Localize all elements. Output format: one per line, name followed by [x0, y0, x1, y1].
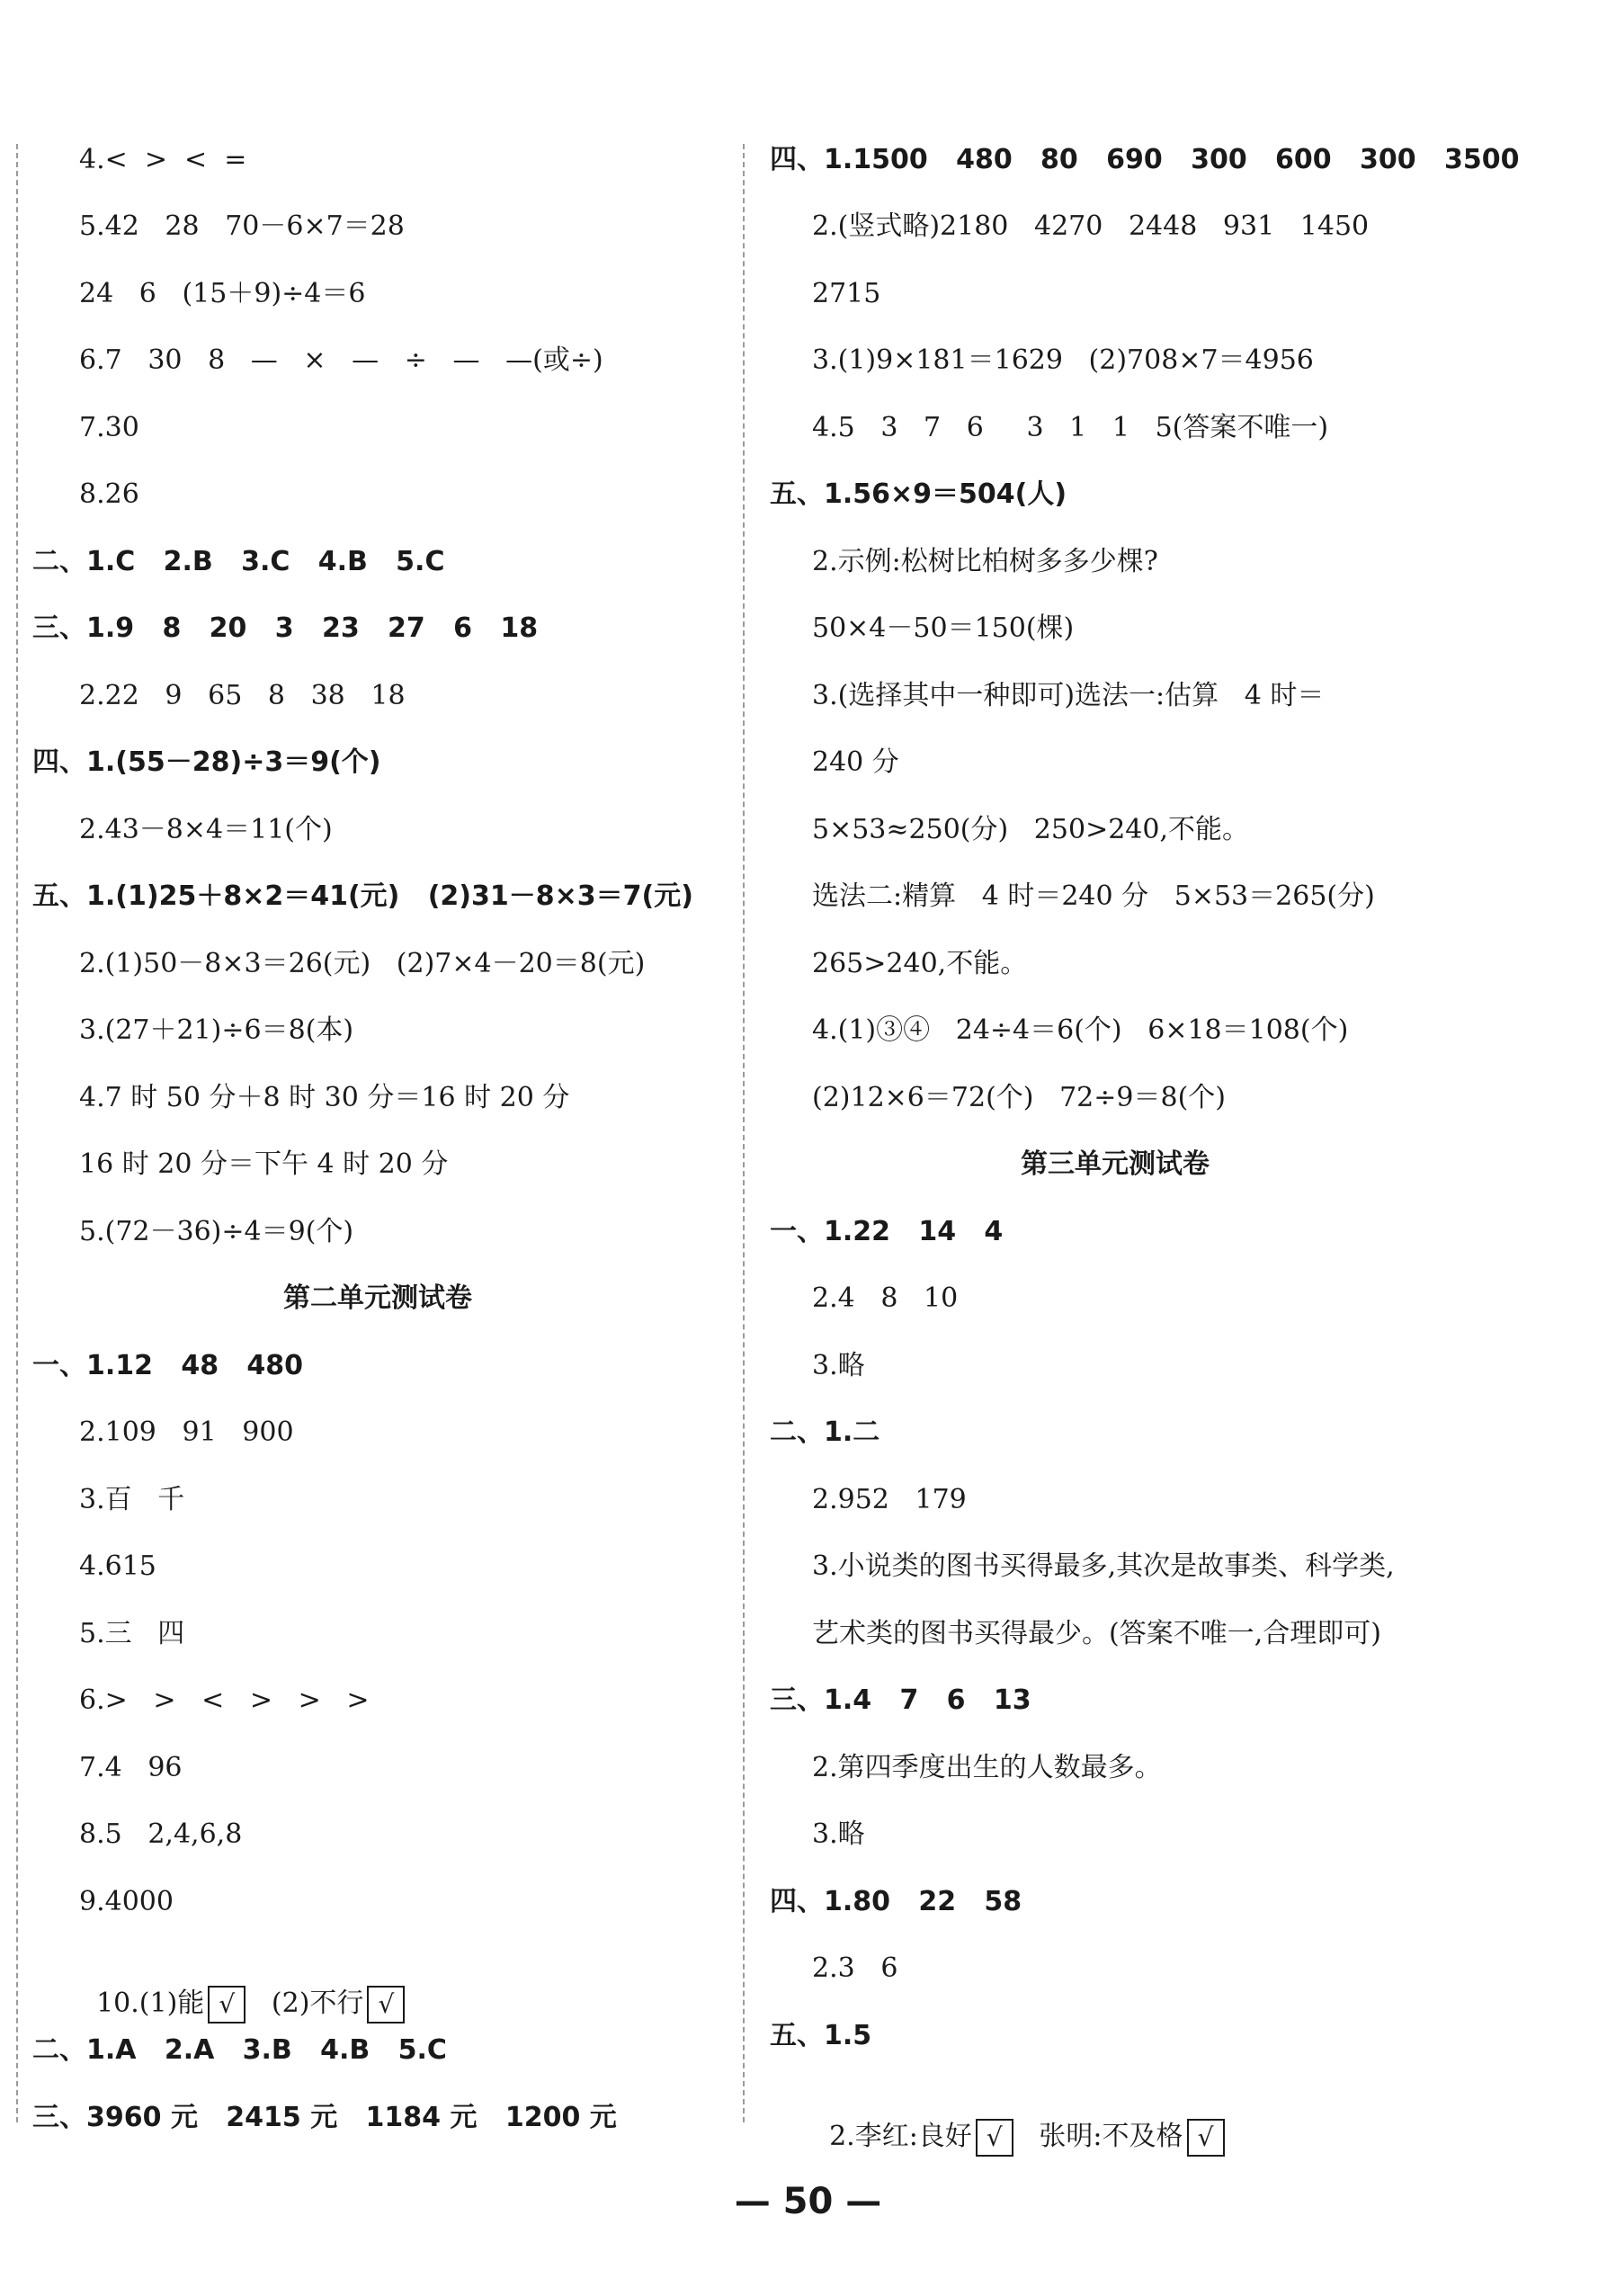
- answer-line: 7.30: [79, 412, 139, 443]
- answer-line: 选法二:精算 4 时＝240 分 5×53＝265(分): [812, 880, 1375, 912]
- answer-line: 3.(27＋21)÷6＝8(本): [79, 1014, 354, 1046]
- answer-line: 3.(选择其中一种即可)选法一:估算 4 时＝: [812, 680, 1325, 711]
- answer-line: 5×53≈250(分) 250>240,不能。: [812, 814, 1250, 845]
- answer-line: 7.4 96: [79, 1752, 183, 1783]
- answer-line: 5.三 四: [79, 1618, 185, 1649]
- unit-title: 第三单元测试卷: [1021, 1148, 1210, 1180]
- answer-line: (2)12×6＝72(个) 72÷9＝8(个): [812, 1082, 1226, 1113]
- answer-text: 2.李红:良好: [829, 2121, 972, 2152]
- answer-line: 2.22 9 65 8 38 18: [79, 680, 406, 711]
- answer-text: 张明:不及格: [1013, 2121, 1183, 2152]
- check-box: √: [976, 2119, 1013, 2157]
- check-box: √: [367, 1986, 405, 2024]
- answer-line: 3.(1)9×181＝1629 (2)708×7＝4956: [812, 344, 1314, 376]
- answer-line: 2.第四季度出生的人数最多。: [812, 1752, 1162, 1783]
- answer-text: 10.(1)能: [96, 1988, 205, 2019]
- answer-line: 2.43－8×4＝11(个): [79, 814, 333, 845]
- answer-line: 2715: [812, 278, 881, 309]
- column-divider: [743, 144, 745, 2122]
- section-line: 一、1.12 48 480: [32, 1350, 304, 1381]
- answer-text: (2)不行: [246, 1988, 364, 2019]
- answer-line: 3.略: [812, 1818, 865, 1850]
- section-line: 二、1.二: [770, 1416, 880, 1448]
- section-line: 四、1.1500 480 80 690 300 600 300 3500: [770, 144, 1520, 175]
- answer-line: 2.示例:松树比柏树多多少棵?: [812, 546, 1158, 577]
- answer-line: 4.615: [79, 1550, 156, 1582]
- answer-line: 4.7 时 50 分＋8 时 30 分＝16 时 20 分: [79, 1082, 570, 1113]
- answer-line: 4.< > < =: [79, 144, 247, 175]
- answer-line: 2.109 91 900: [79, 1416, 294, 1448]
- answer-line: 6.> > < > > >: [79, 1684, 370, 1716]
- answer-line: 24 6 (15＋9)÷4＝6: [79, 278, 366, 309]
- answer-line: 4.5 3 7 6 3 1 1 5(答案不唯一): [812, 412, 1329, 443]
- answer-line: 5.(72－36)÷4＝9(个): [79, 1216, 354, 1247]
- page-number: — 50 —: [734, 2181, 882, 2222]
- answer-line: 3.百 千: [79, 1484, 185, 1515]
- check-box: √: [208, 1986, 246, 2024]
- section-line: 五、1.5: [770, 2020, 872, 2051]
- answer-line: 240 分: [812, 746, 899, 778]
- answer-line: 16 时 20 分＝下午 4 时 20 分: [79, 1148, 449, 1180]
- left-margin-rule: [16, 144, 18, 2122]
- answer-line: 2.(1)50－8×3＝26(元) (2)7×4－20＝8(元): [79, 948, 646, 979]
- answer-line: 8.26: [79, 478, 139, 510]
- section-line: 五、1.(1)25＋8×2＝41(元) (2)31－8×3＝7(元): [32, 880, 693, 912]
- section-line: 二、1.A 2.A 3.B 4.B 5.C: [32, 2034, 447, 2066]
- answer-line: 5.42 28 70－6×7＝28: [79, 210, 405, 242]
- answer-line-with-checkboxes: [79, 1959, 405, 2024]
- section-line: 二、1.C 2.B 3.C 4.B 5.C: [32, 546, 445, 577]
- section-line: 三、1.9 8 20 3 23 27 6 18: [32, 612, 539, 644]
- section-line: 三、3960 元 2415 元 1184 元 1200 元: [32, 2102, 617, 2133]
- unit-title: 第二单元测试卷: [283, 1282, 472, 1314]
- answer-line-with-checkboxes: [812, 2092, 1225, 2157]
- answer-line: 2.952 179: [812, 1484, 967, 1515]
- answer-line: 6.7 30 8 — × — ÷ — —(或÷): [79, 344, 603, 376]
- answer-line: 3.略: [812, 1350, 865, 1381]
- answer-line: 9.4000: [79, 1886, 174, 1917]
- answer-line: 艺术类的图书买得最少。(答案不唯一,合理即可): [812, 1618, 1381, 1649]
- answer-line: 50×4－50＝150(棵): [812, 612, 1075, 644]
- answer-line: 3.小说类的图书买得最多,其次是故事类、科学类,: [812, 1550, 1395, 1582]
- section-line: 一、1.22 14 4: [770, 1216, 1004, 1247]
- check-box: √: [1187, 2119, 1225, 2157]
- answer-line: 2.4 8 10: [812, 1282, 959, 1314]
- answer-line: 4.(1)③④ 24÷4＝6(个) 6×18＝108(个): [812, 1014, 1349, 1046]
- section-line: 三、1.4 7 6 13: [770, 1684, 1031, 1716]
- answer-line: 8.5 2,4,6,8: [79, 1818, 243, 1850]
- section-line: 四、1.80 22 58: [770, 1886, 1022, 1917]
- section-line: 五、1.56×9＝504(人): [770, 478, 1067, 510]
- answer-line: 2.(竖式略)2180 4270 2448 931 1450: [812, 210, 1370, 242]
- answer-line: 265>240,不能。: [812, 948, 1028, 979]
- section-line: 四、1.(55－28)÷3＝9(个): [32, 746, 381, 778]
- answer-line: 2.3 6: [812, 1952, 898, 1984]
